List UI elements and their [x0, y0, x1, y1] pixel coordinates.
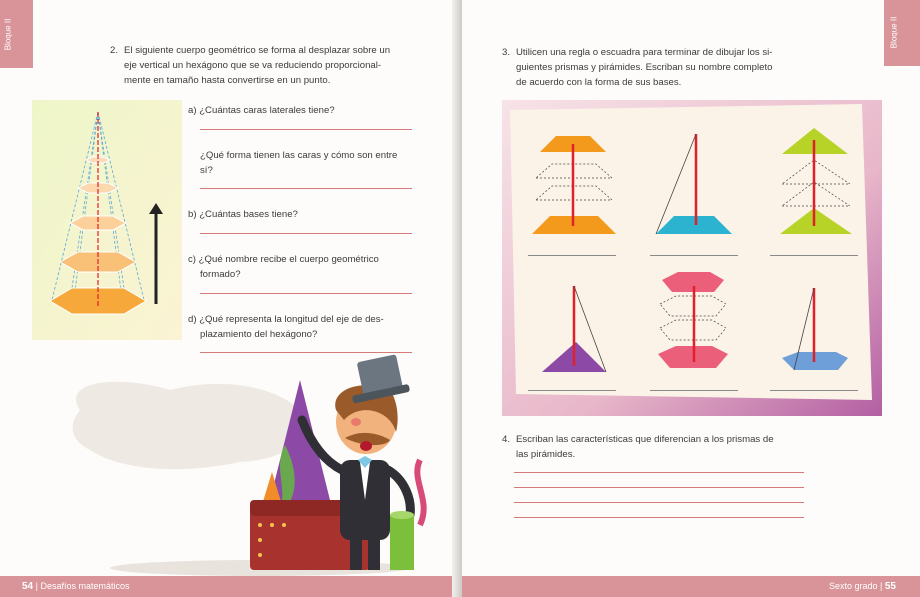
- block-tab-right: [884, 0, 920, 66]
- footer-left: [0, 576, 458, 597]
- question-3-number: 3.: [502, 47, 511, 58]
- answer-line-4a[interactable]: [514, 472, 804, 473]
- footer-right-page-number: 55: [884, 581, 896, 592]
- block-tab-left-label: Bloque II: [3, 18, 13, 51]
- question-2b: b) ¿Cuántas bases tiene?: [188, 209, 298, 220]
- block-tab-left: [0, 0, 33, 68]
- block-tab-right-label: Bloque II: [889, 16, 899, 49]
- footer-right-separator: |: [880, 581, 885, 591]
- answer-line-2a-second[interactable]: [200, 188, 412, 189]
- answer-line-4b[interactable]: [514, 487, 804, 488]
- question-2c-line: c) ¿Qué nombre recibe el cuerpo geométrico: [188, 254, 379, 265]
- right-page: [462, 0, 920, 597]
- question-2d: [188, 312, 418, 342]
- question-4-line: las pirámides.: [516, 449, 576, 460]
- answer-line-2b[interactable]: [200, 233, 412, 234]
- question-2d-line: plazamiento del hexágono?: [200, 329, 318, 340]
- question-3-line: de acuerdo con la forma de sus bases.: [516, 77, 682, 88]
- question-2a: a) ¿Cuántas caras laterales tiene?: [188, 105, 335, 116]
- question-2-line: El siguiente cuerpo geométrico se forma al desplazar sobre un: [124, 45, 391, 56]
- footer-right-text: [829, 581, 896, 592]
- question-2-line: eje vertical un hexágono que se va reduciendo proporcional-: [124, 60, 382, 71]
- question-4-number: 4.: [502, 434, 511, 445]
- answer-line-2a[interactable]: [200, 129, 412, 130]
- question-2c-line: formado?: [200, 269, 241, 280]
- hexagonal-pyramid-figure: [32, 100, 182, 340]
- question-2a-second: [200, 148, 420, 178]
- answer-line-2c[interactable]: [200, 293, 412, 294]
- question-2c: [188, 252, 418, 282]
- question-2-text: [124, 43, 424, 88]
- solids-exercise-frame: [502, 100, 882, 416]
- question-4-text: [516, 432, 816, 462]
- question-4-line: Escriban las características que diferencian a los prismas de: [516, 434, 774, 445]
- question-2-number: 2.: [110, 45, 119, 56]
- question-2a-second-line: sí?: [200, 165, 213, 176]
- footer-left-text: [22, 581, 130, 592]
- question-3-line: Utilicen una regla o escuadra para terminar de dibujar los si-: [516, 47, 773, 58]
- question-2a-second-line: ¿Qué forma tienen las caras y cómo son entre: [200, 150, 398, 161]
- left-page: [0, 0, 458, 597]
- name-line-2[interactable]: [650, 255, 738, 256]
- name-line-3[interactable]: [770, 255, 858, 256]
- question-3-text: [516, 45, 816, 90]
- question-2-line: mente en tamaño hasta convertirse en un punto.: [124, 75, 331, 86]
- question-3-line: guientes prismas y pirámides. Escriban su nombre completo: [516, 62, 773, 73]
- name-line-4[interactable]: [528, 390, 616, 391]
- magician-illustration: [60, 350, 450, 580]
- footer-right-title: Sexto grado: [828, 581, 878, 591]
- answer-line-4c[interactable]: [514, 502, 804, 503]
- answer-line-4d[interactable]: [514, 517, 804, 518]
- footer-left-title: Desafíos matemáticos: [40, 581, 130, 591]
- footer-left-separator: |: [35, 581, 41, 591]
- name-line-5[interactable]: [650, 390, 738, 391]
- footer-left-page-number: 54: [22, 581, 34, 592]
- question-2d-line: d) ¿Qué representa la longitud del eje de des-: [188, 314, 384, 325]
- name-line-1[interactable]: [528, 255, 616, 256]
- name-line-6[interactable]: [770, 390, 858, 391]
- footer-right: [462, 576, 920, 597]
